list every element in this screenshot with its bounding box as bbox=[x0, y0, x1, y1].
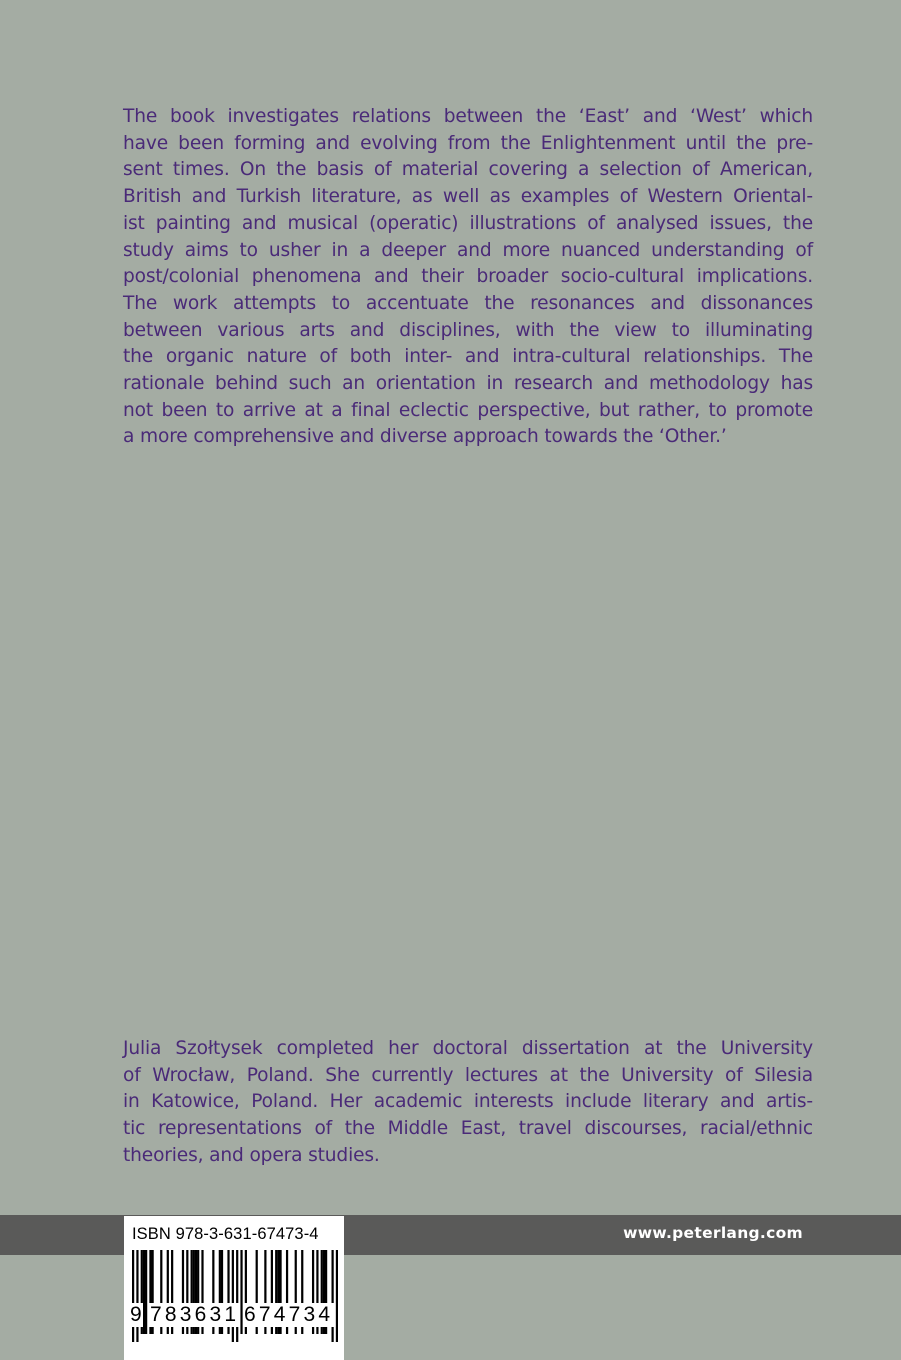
ean-digits bbox=[124, 1303, 344, 1327]
description-line: post/colonial phenomena and their broader socio-cultural implications. bbox=[123, 266, 813, 288]
barcode-guard-bar bbox=[232, 1250, 234, 1342]
description-line: have been forming and evolving from the Enlightenment until the pre- bbox=[123, 132, 813, 154]
description-line: ist painting and musical (operatic) illustrations of analysed issues, the bbox=[123, 212, 813, 234]
barcode-guard-bar bbox=[136, 1250, 138, 1342]
barcode-bars bbox=[132, 1250, 338, 1342]
description-line: study aims to usher in a deeper and more nuanced understanding of bbox=[123, 239, 813, 261]
barcode-guard-bar bbox=[132, 1250, 134, 1342]
description-line: British and Turkish literature, as well as examples of Western Oriental- bbox=[123, 186, 813, 208]
publisher-website-link[interactable]: www.peterlang.com bbox=[623, 1224, 803, 1242]
bio-line: of Wrocław, Poland. She currently lectures at the University of Silesia bbox=[123, 1064, 813, 1086]
barcode-guard-bar bbox=[336, 1250, 338, 1342]
book-description bbox=[123, 104, 813, 451]
isbn-label: ISBN 978-3-631-67473-4 bbox=[132, 1225, 319, 1243]
barcode-guard-bar bbox=[331, 1250, 333, 1342]
bio-line: Julia Szołtysek completed her doctoral dissertation at the University bbox=[123, 1038, 813, 1059]
description-line: The book investigates relations between the ‘East’ and ‘West’ which bbox=[123, 106, 813, 127]
barcode-guard-bar bbox=[236, 1250, 238, 1342]
author-biography bbox=[123, 1036, 813, 1170]
description-line: between various arts and disciplines, with the view to illuminating bbox=[123, 319, 813, 341]
description-line: rationale behind such an orientation in research and methodology has bbox=[123, 373, 813, 395]
ean-first-digit: 9 bbox=[130, 1303, 142, 1326]
bio-line: in Katowice, Poland. Her academic interests include literary and artis- bbox=[123, 1091, 813, 1113]
description-line: the organic nature of both inter- and intra-cultural relationships. The bbox=[123, 346, 813, 368]
description-line: a more comprehensive and diverse approach towards the ‘Other.’ bbox=[123, 426, 727, 448]
description-line: sent times. On the basis of material covering a selection of American, bbox=[123, 159, 813, 181]
ean-right-group: 674734 bbox=[244, 1303, 334, 1326]
bio-line: tic representations of the Middle East, travel discourses, racial/ethnic bbox=[123, 1118, 813, 1140]
description-line: not been to arrive at a final eclectic perspective, but rather, to promote bbox=[123, 399, 813, 421]
bio-line: theories, and opera studies. bbox=[123, 1144, 380, 1166]
ean-left-group: 783631 bbox=[150, 1303, 240, 1326]
description-line: The work attempts to accentuate the resonances and dissonances bbox=[123, 292, 813, 314]
isbn-barcode bbox=[124, 1216, 344, 1360]
